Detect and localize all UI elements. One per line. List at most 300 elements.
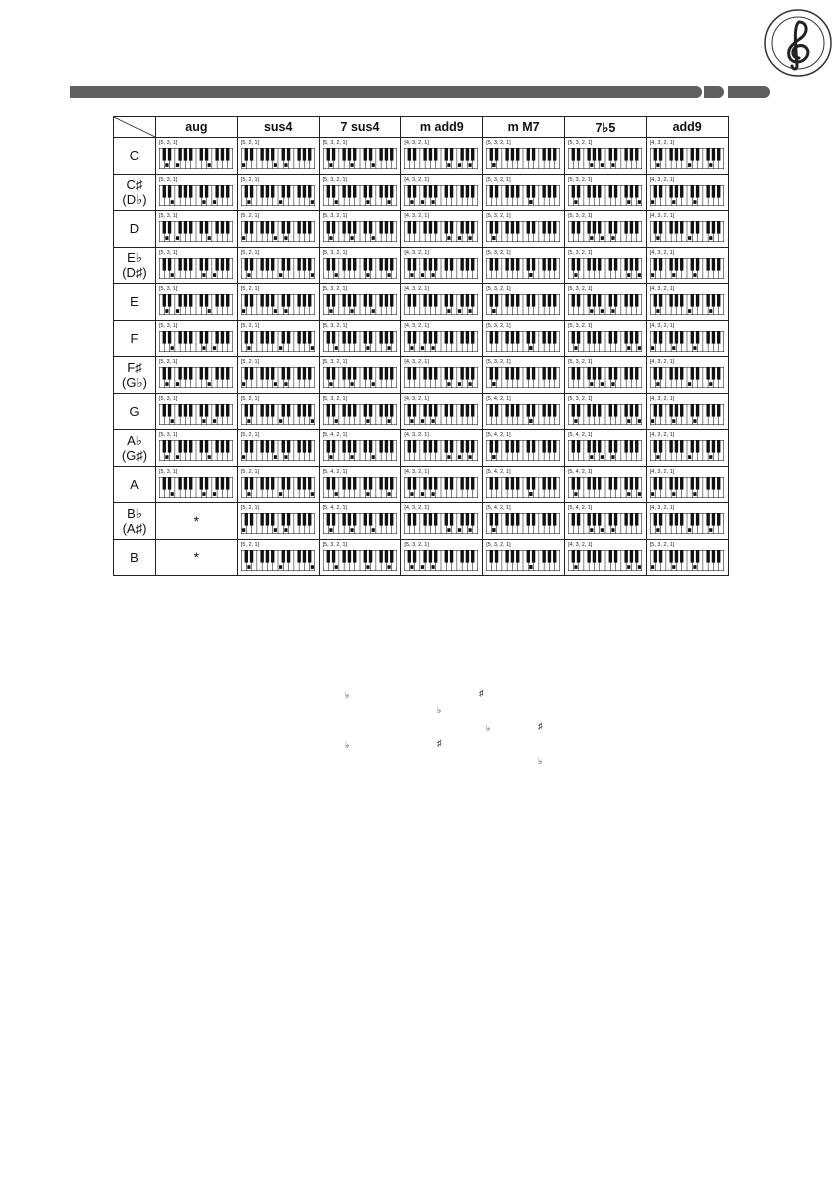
keyboard-diagram [404,367,478,388]
chord-cell [319,466,401,503]
fingering-label: [4, 3, 2, 1] [404,249,429,256]
keyboard-diagram [568,185,642,206]
keyboard-diagram [404,404,478,425]
keyboard-diagram [323,513,397,534]
fingering-label: [5, 3, 2, 1] [322,359,348,365]
fingering-label: [4, 3, 2, 1] [649,249,675,256]
keyboard-diagram [568,404,642,425]
keyboard-diagram [241,221,315,242]
keyboard-diagram [486,440,560,461]
chord-cell [483,320,565,357]
fingering-label: [4, 3, 2, 1] [404,176,429,183]
keyboard-diagram [568,294,642,315]
keyboard-diagram [323,404,397,425]
keyboard-diagram [404,513,478,534]
keyboard-diagram [241,550,315,571]
fingering-label: [5, 2, 1] [240,505,260,511]
keyboard-diagram [241,440,315,461]
root-note: C [129,148,140,164]
keyboard-diagram [486,294,560,315]
fingering-label: [5, 3, 2, 1] [486,286,511,292]
enharmonic-note: (D♯) [122,265,147,281]
keyboard-diagram [568,294,642,315]
keyboard-diagram [159,404,233,425]
chord-row [114,320,729,357]
keyboard-diagram [404,221,478,242]
keyboard-diagram [241,404,315,425]
chord-row [114,284,729,321]
keyboard-diagram [241,258,315,279]
fingering-label: [5, 3, 2, 1] [322,322,348,329]
chord-cell [483,393,565,430]
fingering-label: [5, 3, 2, 1] [486,541,511,548]
fingering-label: [4, 3, 2, 1] [404,359,429,365]
chord-cell [156,284,238,321]
chord-cell [401,320,483,357]
keyboard-diagram [241,331,315,352]
fingering-label: [4, 3, 2, 1] [649,468,675,475]
root-note: E [130,294,139,310]
fingering-label: [5, 3, 2, 1] [567,395,593,402]
keyboard-diagram [159,185,233,206]
keyboard-diagram [323,513,397,534]
chord-cell [646,430,728,467]
fingering-label: [5, 3, 2, 1] [322,286,348,292]
keyboard-diagram [159,148,233,169]
root-note: G [129,403,140,419]
fingering-label: [4, 3, 2, 1] [649,213,675,219]
chord-cell [319,138,401,175]
fingering-label: [5, 3, 2, 1] [322,249,348,256]
chord-cell [237,357,319,394]
chord-cell [646,138,728,175]
keyboard-diagram [650,550,724,571]
fingering-label: [4, 3, 2, 1] [649,432,675,438]
fingering-label: [5, 3, 1] [159,249,178,256]
keyboard-diagram [404,550,478,571]
chord-cell [156,211,238,248]
keyboard-diagram [241,367,315,388]
keyboard-diagram [650,367,724,388]
keyboard-diagram [241,477,315,498]
chord-cell [237,247,319,284]
keyboard-diagram [323,440,397,461]
keyboard-diagram [486,221,560,242]
chord-row [114,393,729,430]
keyboard-diagram [241,221,315,242]
keyboard-diagram [486,404,560,425]
keyboard-diagram [568,258,642,279]
root-note: A♭ [127,432,142,448]
chord-cell [319,284,401,321]
chord-cell [483,247,565,284]
keyboard-diagram [159,440,233,461]
fingering-label: [5, 3, 2, 1] [322,140,348,146]
keyboard-diagram [650,477,724,498]
fingering-label: [5, 3, 2, 1] [404,541,429,548]
keyboard-diagram [159,294,233,315]
keyboard-diagram [486,477,560,498]
fingering-label: [5, 3, 2, 1] [567,140,593,146]
keyboard-diagram [404,477,478,498]
fingering-label: [5, 2, 1] [240,140,260,146]
chord-table [113,116,729,576]
keyboard-diagram [404,294,478,315]
keyboard-diagram [650,148,724,169]
keyboard-diagram [568,550,642,571]
keyboard-diagram [486,258,560,279]
fingering-label: [5, 4, 2, 1] [322,432,348,438]
chord-cell [156,320,238,357]
root-note: D [129,221,140,237]
chord-cell [564,247,646,284]
keyboard-diagram [159,331,233,352]
keyboard-diagram [568,148,642,169]
fingering-label: [5, 2, 1] [240,322,260,329]
chord-cell [156,247,238,284]
fingering-label: [5, 4, 2, 1] [567,432,593,438]
chord-cell [401,393,483,430]
fingering-label: [5, 4, 2, 1] [322,505,348,511]
keyboard-diagram [323,258,397,279]
chord-cell [646,539,728,576]
fingering-label: [4, 3, 2, 1] [404,432,429,438]
fingering-label: [5, 3, 1] [159,468,178,475]
fingering-label: [5, 2, 1] [240,176,260,183]
chord-cell [483,466,565,503]
fingering-label: [5, 2, 1] [240,359,260,365]
keyboard-diagram [650,513,724,534]
column-header: 7♭5 [564,117,646,138]
fingering-label: [5, 3, 1] [159,213,178,219]
chord-cell [646,357,728,394]
keyboard-diagram [323,404,397,425]
fingering-label: [5, 4, 2, 1] [567,505,593,511]
chord-cell [401,357,483,394]
fingering-label: [5, 3, 2, 1] [567,213,593,219]
fingering-label: [4, 3, 2, 1] [649,176,675,183]
fingering-label: [4, 3, 2, 1] [649,322,675,329]
row-root-name [114,138,156,175]
fingering-label: [4, 3, 2, 1] [404,140,429,146]
keyboard-diagram [241,258,315,279]
fingering-label: [5, 2, 1] [240,286,260,292]
keyboard-diagram [568,404,642,425]
chord-cell [483,138,565,175]
keyboard-diagram [650,440,724,461]
chord-row [114,466,729,503]
chord-row [114,503,729,540]
keyboard-diagram [159,440,233,461]
keyboard-diagram [650,294,724,315]
keyboard-diagram [486,550,560,571]
keyboard-diagram [568,550,642,571]
chord-cell [237,393,319,430]
keyboard-diagram [650,477,724,498]
fingering-label: [4, 3, 2, 1] [649,140,675,146]
fingering-label: [5, 4, 2, 1] [486,468,511,475]
chord-cell [483,284,565,321]
fingering-label: [4, 3, 2, 1] [404,468,429,475]
fingering-label: [5, 2, 1] [240,395,260,402]
fingering-label: [4, 3, 2, 1] [567,541,593,548]
keyboard-diagram [323,221,397,242]
keyboard-diagram [241,440,315,461]
fingering-label: [5, 3, 2, 1] [486,322,511,329]
keyboard-diagram [241,550,315,571]
fingering-label: [5, 2, 1] [240,213,260,219]
keyboard-diagram [486,331,560,352]
keyboard-diagram [650,258,724,279]
chord-cell [401,503,483,540]
chord-cell [564,539,646,576]
keyboard-diagram [650,440,724,461]
chord-cell [319,430,401,467]
fingering-label: [5, 3, 2, 1] [322,213,348,219]
root-note: A [130,476,139,492]
row-root-name [114,430,156,467]
root-note: F♯ [127,359,142,375]
chord-cell [319,320,401,357]
keyboard-diagram [323,148,397,169]
fingering-label: [5, 3, 2, 1] [486,176,511,183]
keyboard-diagram [323,440,397,461]
keyboard-diagram [486,513,560,534]
root-note: F [130,330,139,346]
row-root-name [114,174,156,211]
chord-cell [483,174,565,211]
chord-cell [319,211,401,248]
keyboard-diagram [159,258,233,279]
chord-cell [564,357,646,394]
keyboard-diagram [241,513,315,534]
keyboard-diagram [650,331,724,352]
chord-cell [646,466,728,503]
enharmonic-note: (G♯) [121,447,148,463]
fingering-label: [4, 3, 2, 1] [649,395,675,402]
keyboard-diagram [159,367,233,388]
keyboard-diagram [568,477,642,498]
chord-cell [564,466,646,503]
root-note: B [130,549,139,565]
chord-cell [319,393,401,430]
keyboard-diagram [568,440,642,461]
chord-cell [319,357,401,394]
keyboard-diagram [404,294,478,315]
chord-cell [646,247,728,284]
fingering-label: [5, 4, 2, 1] [486,432,511,438]
keyboard-diagram [568,513,642,534]
chord-row [114,357,729,394]
keyboard-diagram [159,404,233,425]
keyboard-diagram [650,367,724,388]
fingering-label: [4, 3, 2, 1] [649,286,675,292]
keyboard-diagram [568,221,642,242]
keyboard-diagram [568,367,642,388]
keyboard-diagram [486,550,560,571]
chord-cell [646,284,728,321]
fingering-label: [5, 3, 2, 1] [322,176,348,183]
chord-cell [646,503,728,540]
header-bar [70,86,702,98]
fingering-label: [5, 4, 2, 1] [567,468,593,475]
fingering-label: [4, 3, 2, 1] [404,213,429,219]
chord-cell [237,138,319,175]
column-header: add9 [646,117,728,138]
keyboard-diagram [323,477,397,498]
fingering-label: [5, 3, 1] [159,286,178,292]
keyboard-diagram [404,404,478,425]
enharmonic-note: (D♭) [122,192,147,208]
chord-row [114,174,729,211]
keyboard-diagram [568,513,642,534]
keyboard-diagram [241,404,315,425]
keyboard-diagram [650,331,724,352]
keyboard-diagram [323,294,397,315]
chord-cell [156,138,238,175]
chord-cell [483,430,565,467]
keyboard-diagram [568,331,642,352]
keyboard-diagram [323,331,397,352]
fingering-label: [5, 3, 2, 1] [322,395,348,402]
chord-cell [237,174,319,211]
keyboard-diagram [650,221,724,242]
corner-cell [114,117,156,138]
keyboard-diagram [323,294,397,315]
keyboard-diagram [159,148,233,169]
keyboard-diagram [323,258,397,279]
chord-cell [237,539,319,576]
chord-cell [401,211,483,248]
flat-glyph: ♭ [437,705,442,715]
fingering-label: [5, 3, 1] [159,176,178,183]
keyboard-diagram [241,294,315,315]
root-note: B♭ [127,505,142,521]
row-root-name [114,211,156,248]
row-root-name [114,320,156,357]
keyboard-diagram [159,331,233,352]
chord-cell [564,138,646,175]
chord-cell [483,211,565,248]
chord-cell [156,393,238,430]
keyboard-diagram [404,185,478,206]
header-pill [704,86,724,98]
fingering-label: [5, 3, 2, 1] [567,286,593,292]
keyboard-diagram [486,221,560,242]
chord-cell [319,174,401,211]
keyboard-diagram [159,185,233,206]
column-header: 7 sus4 [319,117,401,138]
chord-cell [646,320,728,357]
fingering-label: [4, 3, 2, 1] [649,505,675,511]
keyboard-diagram [568,367,642,388]
chord-cell [564,320,646,357]
chord-cell [401,430,483,467]
keyboard-diagram [323,550,397,571]
column-header-row [114,117,729,138]
row-root-name [114,393,156,430]
fingering-label: [4, 3, 2, 1] [404,322,429,329]
keyboard-diagram [241,513,315,534]
keyboard-diagram [323,477,397,498]
fingering-label: [5, 2, 1] [240,541,260,548]
chord-cell [156,466,238,503]
fingering-label: [5, 3, 1] [159,432,178,438]
fingering-label: [5, 3, 2, 1] [486,359,511,365]
fingering-label: [5, 4, 2, 1] [486,505,511,511]
chord-cell [483,539,565,576]
fingering-label: [5, 3, 2, 1] [649,541,675,548]
keyboard-diagram [650,148,724,169]
chord-cell [237,466,319,503]
column-header: aug [156,117,238,138]
chord-row [114,138,729,175]
keyboard-diagram [241,367,315,388]
column-header: m M7 [483,117,565,138]
chord-cell [483,503,565,540]
keyboard-diagram [404,513,478,534]
fingering-label: [5, 3, 2, 1] [486,140,511,146]
fingering-label: [5, 3, 1] [159,322,178,329]
row-root-name [114,539,156,576]
keyboard-diagram [486,185,560,206]
keyboard-diagram [650,404,724,425]
keyboard-diagram [404,331,478,352]
keyboard-diagram [486,513,560,534]
enharmonic-note: (A♯) [122,520,147,536]
keyboard-diagram [323,367,397,388]
keyboard-diagram [323,367,397,388]
chord-row [114,247,729,284]
keyboard-diagram [486,440,560,461]
row-root-name [114,357,156,394]
keyboard-diagram [241,294,315,315]
unavailable-chord: * [156,503,238,540]
chord-cell [564,430,646,467]
fingering-label: [5, 3, 2, 1] [486,249,511,256]
row-root-name [114,247,156,284]
fingering-label: [4, 3, 2, 1] [404,395,429,402]
chord-cell [483,357,565,394]
keyboard-diagram [568,148,642,169]
flat-glyph: ♭ [345,740,350,750]
fingering-label: [5, 3, 2, 1] [322,541,348,548]
chord-cell [564,393,646,430]
chord-row [114,539,729,576]
fingering-label: [5, 3, 1] [159,395,178,402]
row-root-name [114,284,156,321]
keyboard-diagram [159,477,233,498]
chord-cell [237,503,319,540]
keyboard-diagram [323,148,397,169]
keyboard-diagram [404,477,478,498]
keyboard-diagram [486,404,560,425]
fingering-label: [5, 3, 2, 1] [567,322,593,329]
unavailable-chord: * [156,539,238,576]
column-header: m add9 [401,117,483,138]
keyboard-diagram [241,148,315,169]
chord-row [114,430,729,467]
keyboard-diagram [404,258,478,279]
keyboard-diagram [404,331,478,352]
keyboard-diagram [404,367,478,388]
chord-cell [646,174,728,211]
keyboard-diagram [404,440,478,461]
chord-cell [401,284,483,321]
enharmonic-note: (G♭) [122,374,147,390]
treble-clef-logo-icon [763,8,833,78]
flat-glyph: ♭ [538,756,543,766]
